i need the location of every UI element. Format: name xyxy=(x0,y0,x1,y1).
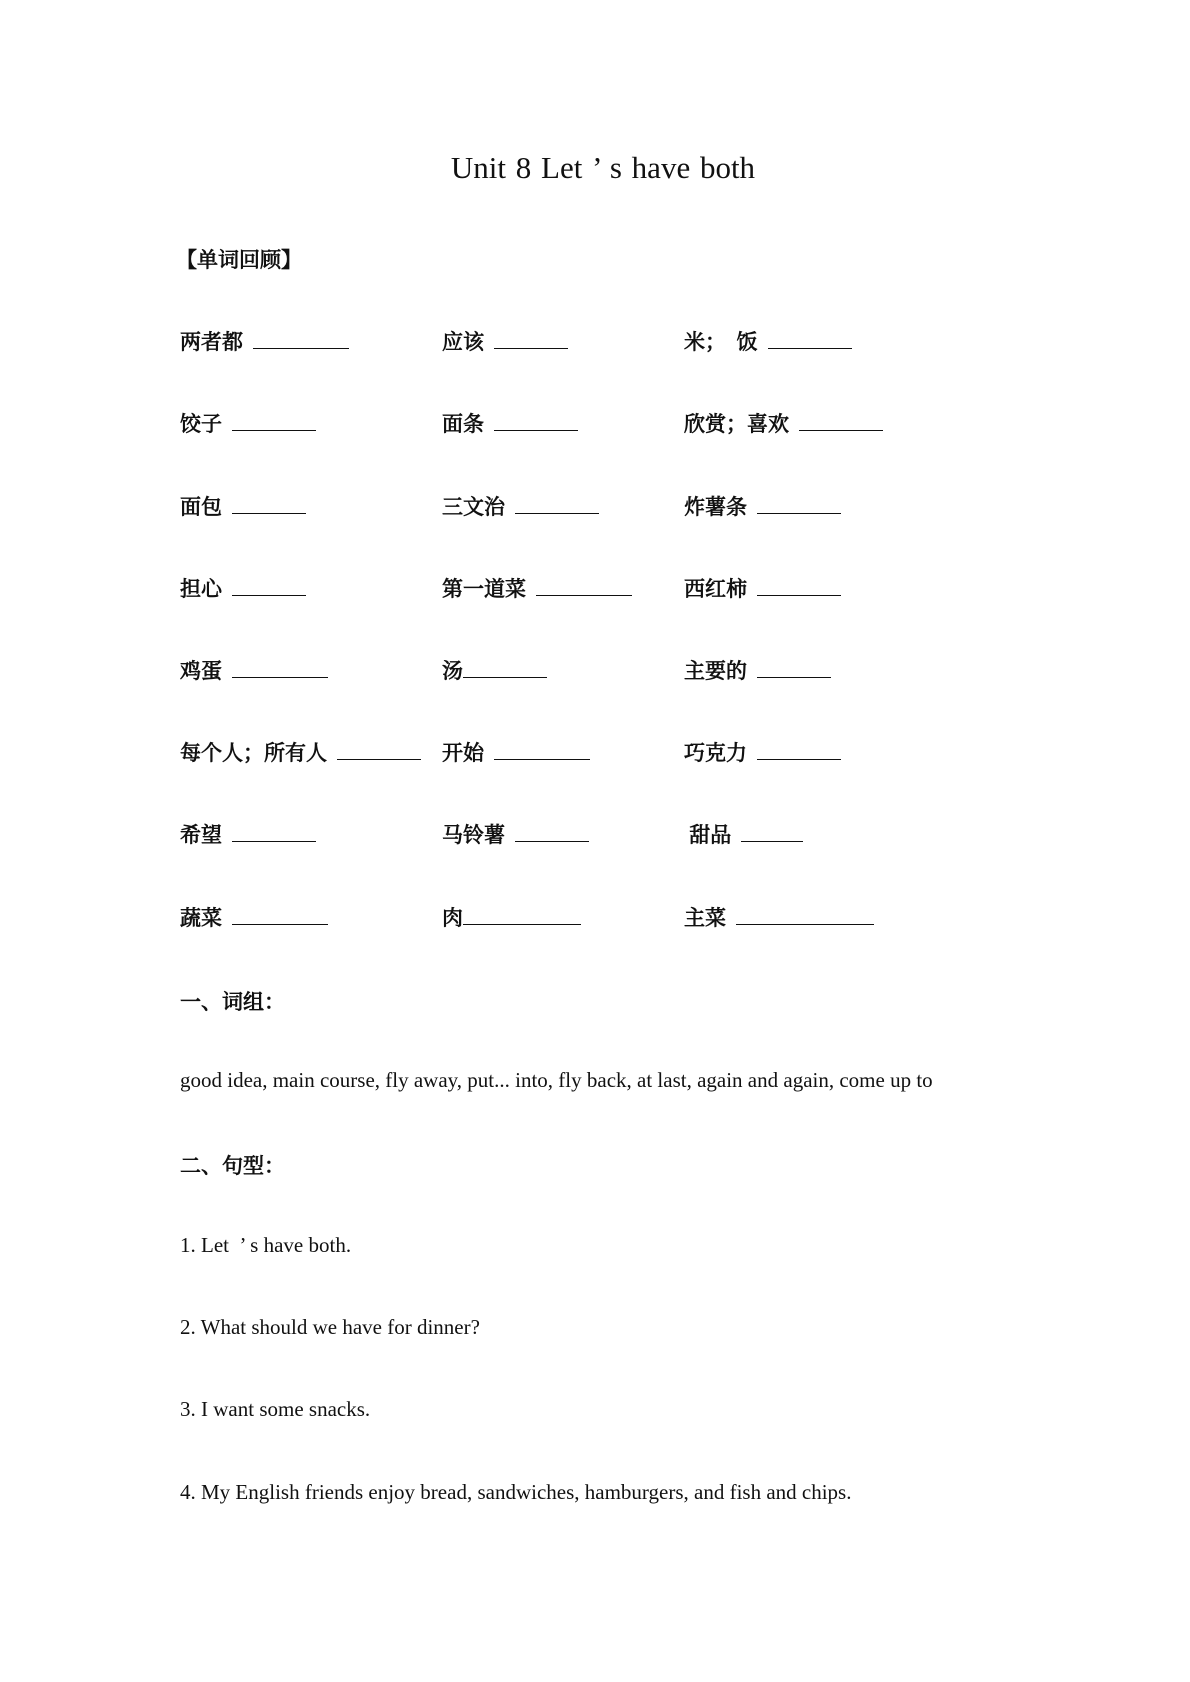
vocab-item: 开始 xyxy=(442,737,590,767)
vocab-item: 米； 饭 xyxy=(684,326,852,356)
sentence-4: 4. My English friends enjoy bread, sandwiches, hamburgers, and fish and chips. xyxy=(180,1480,852,1504)
vocab-item: 巧克力 xyxy=(684,737,841,767)
sentence-1: 1. Let ’ s have both. xyxy=(180,1233,352,1257)
answer-blank[interactable] xyxy=(768,330,852,349)
answer-blank[interactable] xyxy=(536,577,632,596)
vocab-item: 主菜 xyxy=(684,902,874,932)
vocab-item: 西红柿 xyxy=(684,573,841,603)
vocab-item: 蔬菜 xyxy=(180,902,328,932)
answer-blank[interactable] xyxy=(736,906,874,925)
sentence-3: 3. I want some snacks. xyxy=(180,1397,371,1421)
answer-blank[interactable] xyxy=(463,659,547,678)
vocab-item: 面条 xyxy=(442,408,578,438)
answer-blank[interactable] xyxy=(253,330,349,349)
sentences-heading: 二、句型： xyxy=(180,1154,285,1178)
answer-blank[interactable] xyxy=(232,823,316,842)
answer-blank[interactable] xyxy=(799,412,883,431)
answer-blank[interactable] xyxy=(463,906,581,925)
vocab-item: 主要的 xyxy=(684,655,831,685)
answer-blank[interactable] xyxy=(232,659,328,678)
answer-blank[interactable] xyxy=(232,906,328,925)
answer-blank[interactable] xyxy=(337,741,421,760)
vocab-item: 希望 xyxy=(180,819,316,849)
vocab-item: 第一道菜 xyxy=(442,573,632,603)
answer-blank[interactable] xyxy=(757,577,841,596)
answer-blank[interactable] xyxy=(757,741,841,760)
answer-blank[interactable] xyxy=(494,412,578,431)
vocab-item: 炸薯条 xyxy=(684,491,841,521)
answer-blank[interactable] xyxy=(757,495,841,514)
answer-blank[interactable] xyxy=(515,823,589,842)
vocab-item: 担心 xyxy=(180,573,306,603)
answer-blank[interactable] xyxy=(232,412,316,431)
answer-blank[interactable] xyxy=(515,495,599,514)
vocab-item: 两者都 xyxy=(180,326,349,356)
vocab-item: 汤 xyxy=(442,655,547,685)
answer-blank[interactable] xyxy=(757,659,831,678)
vocab-item: 欣赏；喜欢 xyxy=(684,408,883,438)
vocab-item: 甜品 xyxy=(684,819,803,849)
vocab-item: 应该 xyxy=(442,326,568,356)
vocab-item: 马铃薯 xyxy=(442,819,589,849)
vocab-item: 饺子 xyxy=(180,408,316,438)
answer-blank[interactable] xyxy=(232,577,306,596)
answer-blank[interactable] xyxy=(494,741,590,760)
vocab-heading: 【单词回顾】 xyxy=(176,248,302,272)
answer-blank[interactable] xyxy=(232,495,306,514)
sentence-2: 2. What should we have for dinner? xyxy=(180,1315,480,1339)
vocab-item: 鸡蛋 xyxy=(180,655,328,685)
phrases-heading: 一、词组： xyxy=(180,990,285,1014)
vocab-item: 肉 xyxy=(442,902,581,932)
page-title: Unit 8 Let ’ s have both xyxy=(450,150,756,185)
vocab-item: 每个人；所有人 xyxy=(180,737,421,767)
vocab-item: 三文治 xyxy=(442,491,599,521)
answer-blank[interactable] xyxy=(494,330,568,349)
phrases-text: good idea, main course, fly away, put... into, fly back, at last, again and again, come up to xyxy=(180,1068,933,1092)
vocab-item: 面包 xyxy=(180,491,306,521)
answer-blank[interactable] xyxy=(741,823,803,842)
